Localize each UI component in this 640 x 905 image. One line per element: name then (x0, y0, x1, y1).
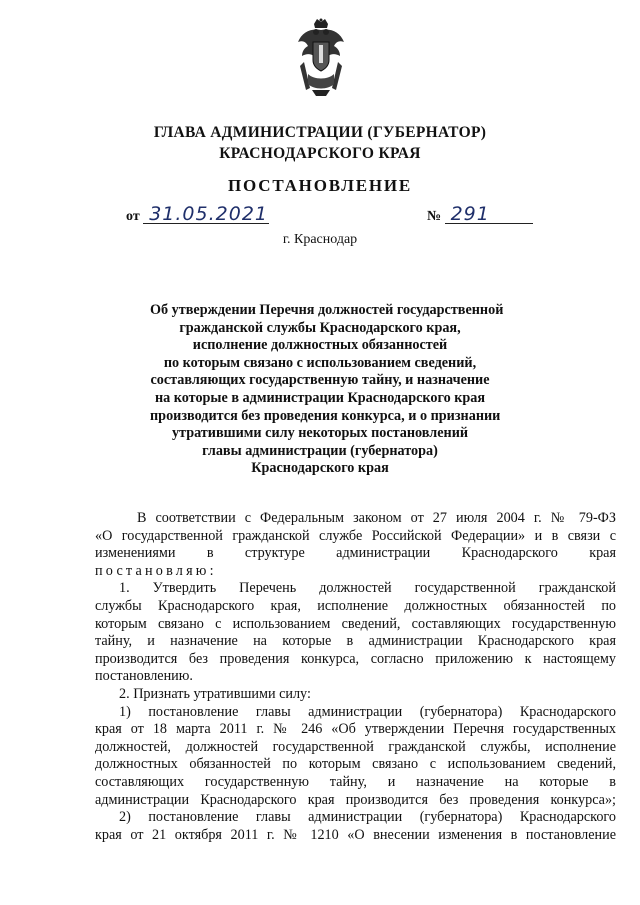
subject-line: по которым связано с использованием сведений, (163, 354, 477, 371)
body-line: которым связано с использованием сведений, составляющих государственную (95, 615, 616, 632)
subject-line: исполнение должностных обязанностей (192, 337, 448, 354)
subject-line: Краснодарского края (251, 460, 389, 477)
body-line: должностей, должностей государственной гражданской службы, исполнение (95, 738, 616, 755)
number-value: 291 (445, 205, 533, 224)
subject-line: на которые в администрации Краснодарского края (154, 389, 486, 406)
body-line: производится без проведения конкурса, согласно приложению к настоящему (95, 650, 616, 667)
subject-line: производится без проведения конкурса, и о признании (150, 407, 501, 424)
subject-line: гражданской службы Краснодарского края, (179, 319, 461, 336)
document-subject (150, 302, 504, 478)
document-type: ПОСТАНОВЛЕНИЕ (227, 176, 413, 195)
coat-of-arms-icon (296, 18, 346, 98)
document-body (95, 510, 616, 844)
body-line: изменениями в структуре администрации Краснодарского края (95, 545, 616, 562)
body-line: должностных обязанностей по которым связано с использованием сведений, (95, 756, 616, 773)
body-line: составляющих государственную тайну, и назначение на которые в (95, 773, 616, 790)
body-line: 1) постановление главы администрации (губернатора) Краснодарского (119, 703, 616, 720)
body-line: администрации Краснодарского края производится без проведения конкурса»; (95, 791, 616, 808)
body-line: постановлению. (95, 668, 193, 685)
city: г. Краснодар (282, 232, 358, 247)
date-label: от (126, 209, 140, 224)
subject-line: составляющих государственную тайну, и назначение (150, 372, 490, 389)
resolution-word: постановляю: (95, 562, 217, 579)
number-label: № (427, 209, 442, 224)
body-line: В соответствии с Федеральным законом от 27 июля 2004 г. № 79-ФЗ (137, 510, 616, 526)
issuing-authority: ГЛАВА АДМИНИСТРАЦИИ (ГУБЕРНАТОР) (153, 124, 487, 141)
body-line: «О государственной гражданской службе Российской Федерации» и в связи с (95, 527, 616, 544)
body-line: службы Краснодарского края, исполнение должностных обязанностей по (95, 597, 616, 614)
body-line: 2. Признать утратившими силу: (119, 685, 311, 702)
date-field (126, 205, 269, 225)
date-value: 31.05.2021 (143, 205, 269, 224)
subject-line: утратившими силу некоторых постановлений (171, 425, 469, 442)
issuing-authority-region: КРАСНОДАРСКОГО КРАЯ (219, 145, 421, 162)
subject-line: Об утверждении Перечня должностей государственной (150, 302, 504, 318)
body-line: 1. Утвердить Перечень должностей государственной гражданской (119, 580, 616, 597)
body-line: края от 18 марта 2011 г. № 246 «Об утверждении Перечня государственных (95, 721, 616, 738)
body-line: края от 21 октября 2011 г. № 1210 «О внесении изменения в постановление (95, 826, 616, 843)
subject-line: главы администрации (губернатора) (202, 442, 438, 459)
number-field (427, 205, 533, 225)
body-line: 2) постановление главы администрации (губернатора) Краснодарского (119, 809, 616, 826)
body-line: тайну, и назначение на которые в администрации Краснодарского края (95, 633, 616, 650)
